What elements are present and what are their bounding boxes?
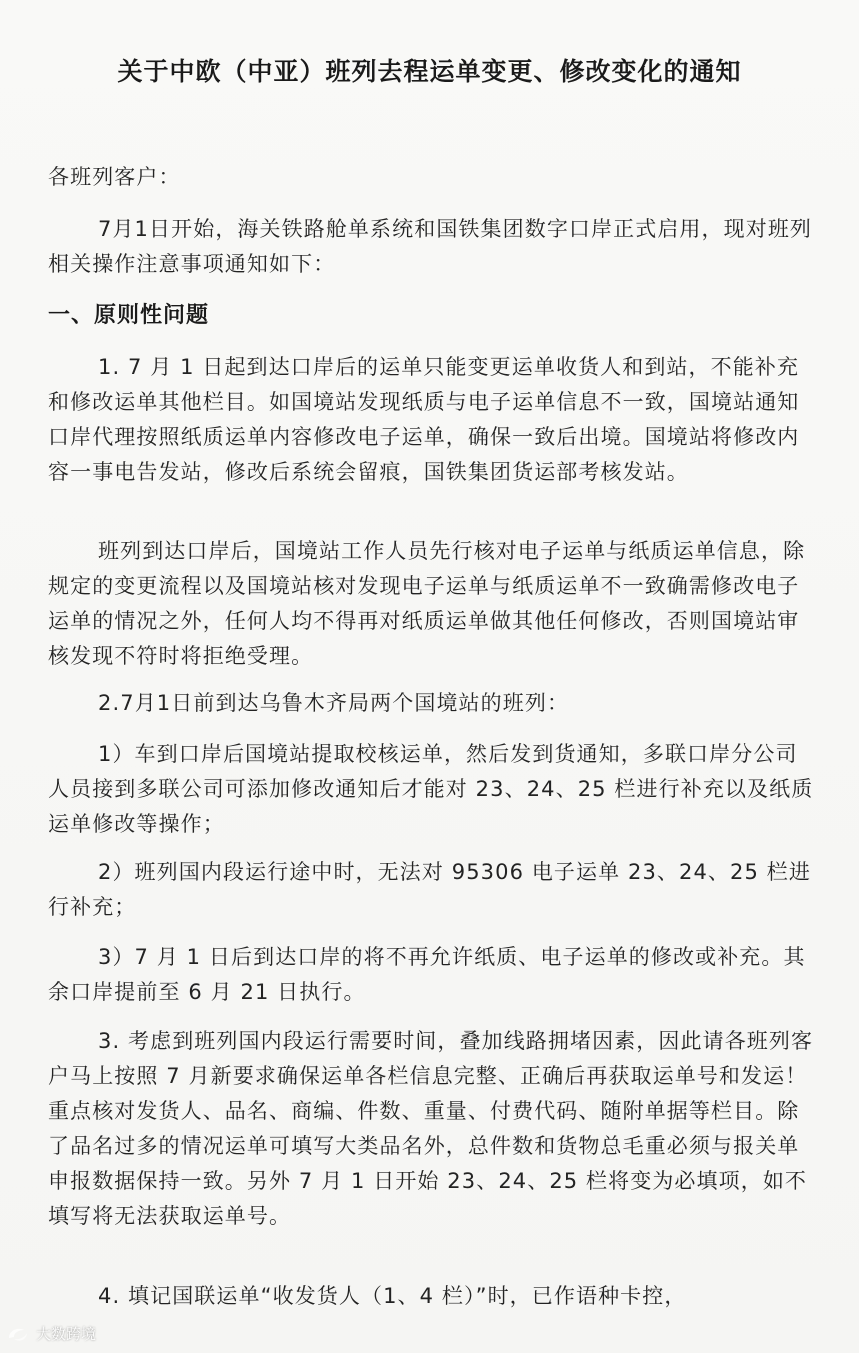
paragraph-subitem-1: 1）车到口岸后国境站提取校核运单，然后发到货通知，多联口岸分公司人员接到多联公司可添加修改通知后才能对 23、24、25 栏进行补充以及纸质运单修改等操作； (48, 742, 814, 836)
section-heading-principles: 一、原则性问题 (48, 303, 210, 328)
paragraph-item-1: 1. 7 月 1 日起到达口岸后的运单只能变更运单收货人和到站，不能补充和修改运单其他栏目。如国境站发现纸质与电子运单信息不一致，国境站通知口岸代理按照纸质运单内容修改电子运单，确保一致后出境。国境站将修改内容一事电告发站，修改后系统会留痕，国铁集团货运部考核发站。 (48, 355, 800, 484)
paragraph-item-2: 2.7月1日前到达乌鲁木齐局两个国境站的班列： (98, 691, 570, 715)
paragraph-border-check: 班列到达口岸后，国境站工作人员先行核对电子运单与纸质运单信息，除规定的变更流程以及国境站核对发现电子运单与纸质运单不一致确需修改电子运单的情况之外，任何人均不得再对纸质运单做其他任何修改，否则国境站审核发现不符时将拒绝受理。 (48, 539, 806, 668)
watermark (6, 1323, 96, 1344)
paragraph-subitem-3: 3）7 月 1 日后到达口岸的将不再允许纸质、电子运单的修改或补充。其余口岸提前至 6 月 21 日执行。 (48, 945, 806, 1004)
watermark-logo-icon (6, 1324, 30, 1344)
intro-paragraph: 7月1日开始，海关铁路舱单系统和国铁集团数字口岸正式启用，现对班列相关操作注意事项通知如下： (48, 217, 813, 276)
paragraph-item-4: 4. 填记国联运单“收发货人（1、4 栏）”时，已作语种卡控， (98, 1284, 687, 1308)
paragraph-item-3: 3. 考虑到班列国内段运行需要时间，叠加线路拥堵因素，因此请各班列客户马上按照 7 月新要求确保运单各栏信息完整、正确后再获取运单号和发运！重点核对发货人、品名、商编、件数、重量、付费代码、随附单据等栏目。除了品名过多的情况运单可填写大类品名外，总件数和货物总毛重必须与报关单申报数据保持一致。另外 7 月 1 日开始 23、24、25 栏将变为必填项，如不填写将无法获取运单号。 (48, 1029, 814, 1228)
salutation: 各班列客户： (48, 165, 181, 189)
paragraph-subitem-2: 2）班列国内段运行途中时，无法对 95306 电子运单 23、24、25 栏进行补充； (48, 860, 811, 919)
document-title: 关于中欧（中亚）班列去程运单变更、修改变化的通知 (117, 57, 742, 86)
watermark-text: 大数跨境 (36, 1325, 97, 1343)
